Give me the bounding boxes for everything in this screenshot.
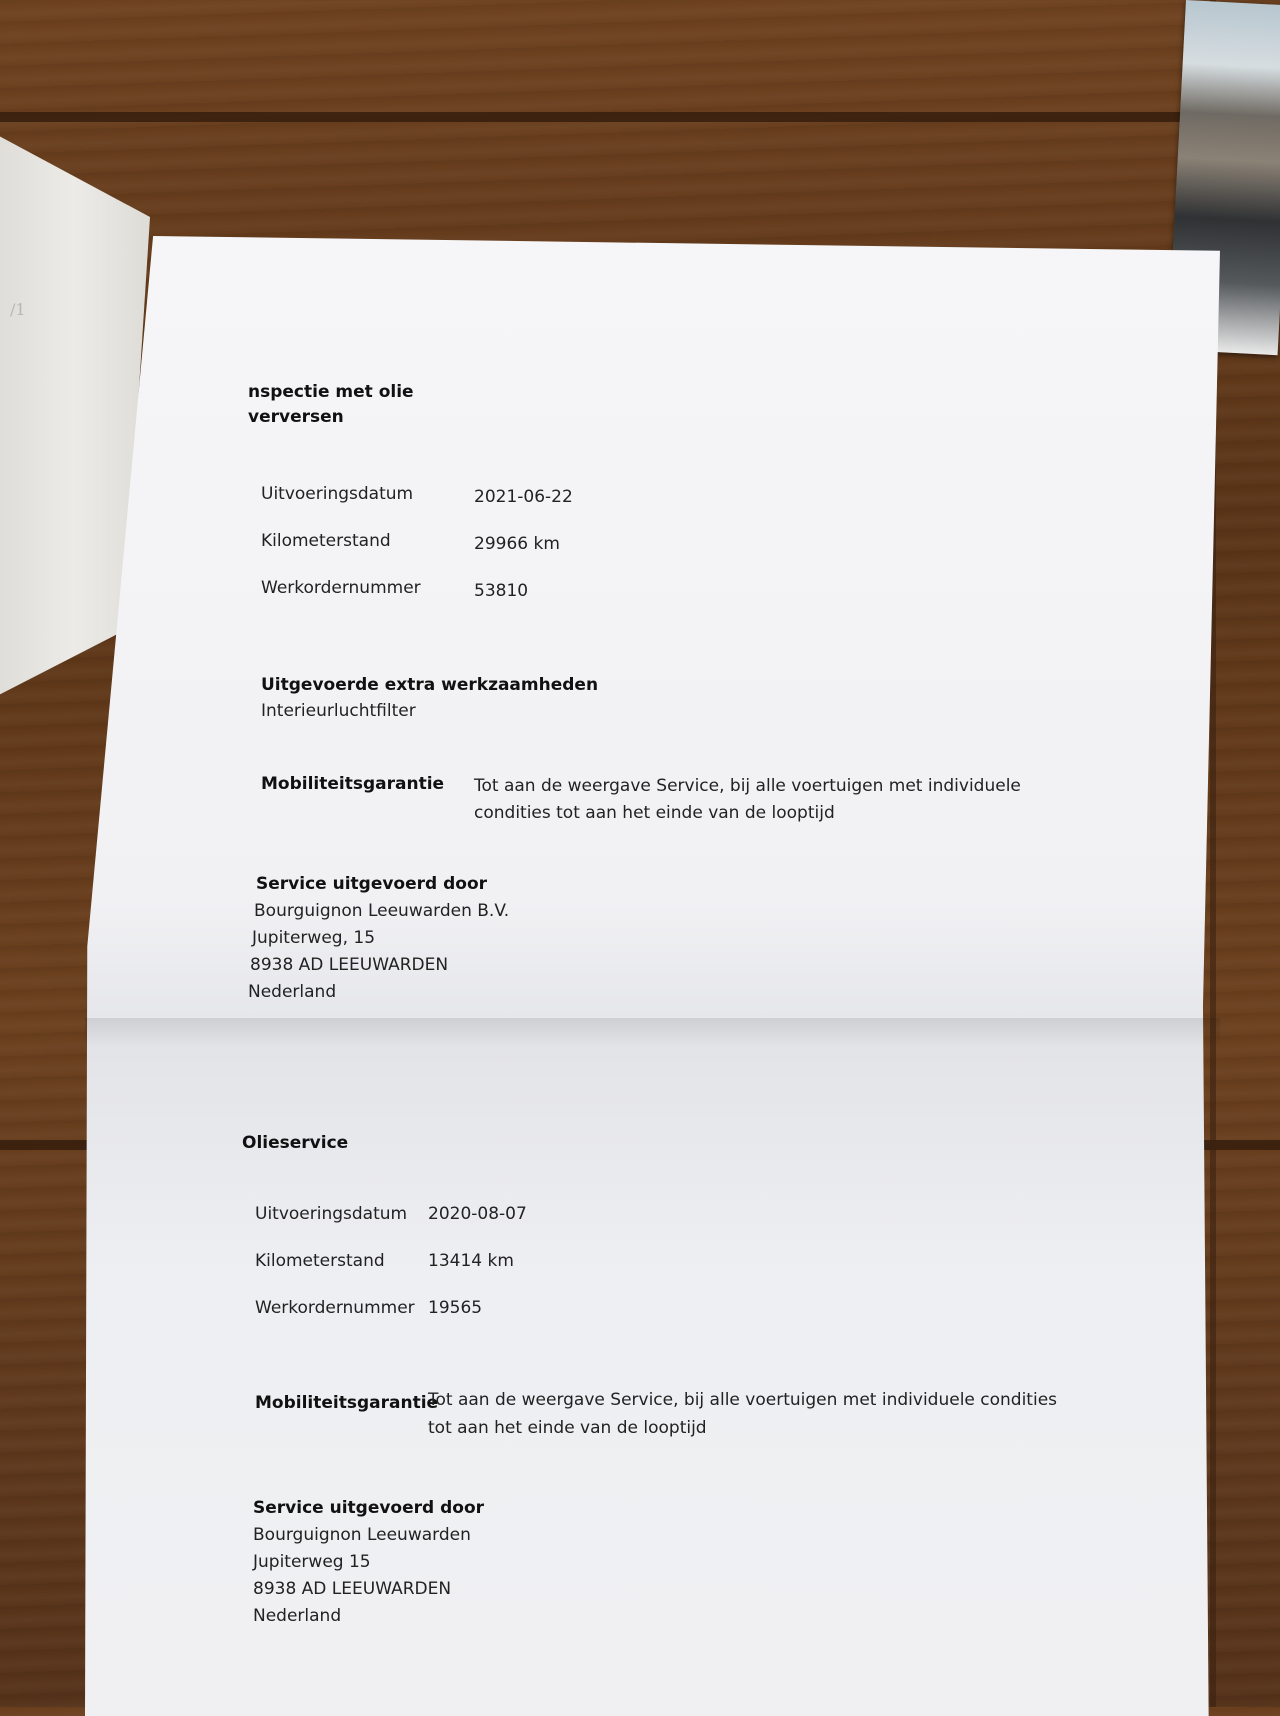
section1-service-line: 8938 AD LEEUWARDEN [250,955,449,975]
section2-service-line: Nederland [253,1606,342,1626]
plank-seam [0,112,1185,122]
section2-service-line: Jupiterweg 15 [253,1552,371,1572]
section1-service-line: Nederland [248,982,337,1002]
section1-guarantee-label: Mobiliteitsgarantie [261,774,445,794]
section2-guarantee-text-line1: Tot aan de weergave Service, bij alle voertuigen met individuele condities [428,1390,1058,1410]
extra-work-heading: Uitgevoerde extra werkzaamheden [261,675,599,695]
section2-service-heading: Service uitgevoerd door [253,1498,485,1518]
section1-service-heading: Service uitgevoerd door [256,874,488,894]
section2-date-label: Uitvoeringsdatum [255,1204,408,1224]
section2-km-label: Kilometerstand [255,1251,385,1271]
section1-title-line2: verversen [248,407,344,427]
section1-guarantee-text-line2: condities tot aan het einde van de looptijd [474,803,835,823]
section2-date-value: 2020-08-07 [428,1204,527,1224]
section1-guarantee-text-line1: Tot aan de weergave Service, bij alle voertuigen met individuele [474,776,1021,796]
folded-page-mark: /1 [10,300,26,319]
section1-km-label: Kilometerstand [261,531,391,551]
section2-km-value: 13414 km [428,1251,514,1271]
section1-date-label: Uitvoeringsdatum [261,484,414,504]
section2-order-value: 19565 [428,1298,483,1318]
section2-order-label: Werkordernummer [255,1298,415,1318]
section1-service-line: Jupiterweg, 15 [252,928,376,948]
section1-service-line: Bourguignon Leeuwarden B.V. [254,901,510,921]
section1-km-value: 29966 km [474,534,560,554]
section2-guarantee-label: Mobiliteitsgarantie [255,1393,439,1413]
section1-date-value: 2021-06-22 [474,487,573,507]
section2-service-line: Bourguignon Leeuwarden [253,1525,471,1545]
section1-order-label: Werkordernummer [261,578,421,598]
service-document [85,236,1220,1716]
paper-fold [85,1018,1220,1048]
section1-order-value: 53810 [474,581,529,601]
extra-work-value: Interieurluchtfilter [261,701,416,721]
section1-title-line1: nspectie met olie [248,382,414,402]
section2-title: Olieservice [242,1133,349,1153]
section2-guarantee-text-line2: tot aan het einde van de looptijd [428,1418,707,1438]
section2-service-line: 8938 AD LEEUWARDEN [253,1579,452,1599]
